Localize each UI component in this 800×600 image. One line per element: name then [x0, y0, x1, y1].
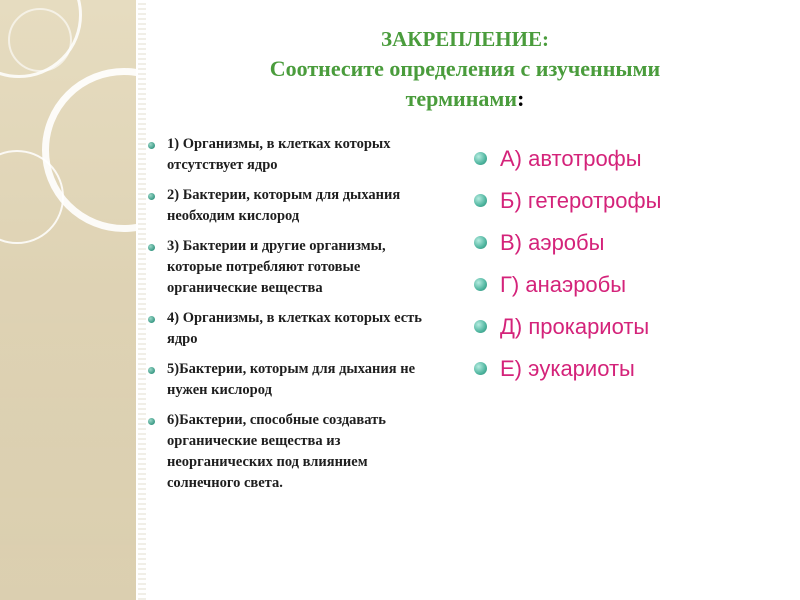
term-text: Г) анаэробы [500, 272, 627, 297]
definition-item [137, 134, 437, 176]
slide-title [170, 24, 760, 114]
term-text: В) аэробы [500, 230, 605, 255]
term-text: А) автотрофы [500, 146, 642, 171]
title-line-3 [170, 84, 760, 114]
bullet-icon [474, 194, 487, 207]
term-item [470, 182, 790, 224]
definition-text: 2) Бактерии, которым для дыхания необходим кислород [167, 187, 401, 224]
definition-item [137, 236, 437, 299]
strip-shade [0, 260, 136, 600]
definition-item [137, 410, 437, 494]
bullet-icon [148, 142, 155, 149]
definition-item [137, 308, 437, 350]
title-line-3-text: терминами [405, 86, 518, 111]
definition-text: 6)Бактерии, способные создавать органические вещества из неорганических под влиянием солнечного света. [167, 412, 386, 491]
definition-text: 5)Бактерии, которым для дыхания не нужен кислород [167, 361, 416, 398]
term-item [470, 266, 790, 308]
definition-text: 3) Бактерии и другие организмы, которые потребляют готовые органические вещества [167, 238, 386, 296]
definition-item [137, 359, 437, 401]
bullet-icon [148, 316, 155, 323]
terms-list [470, 140, 790, 392]
term-item [470, 308, 790, 350]
title-colon: : [517, 86, 525, 111]
term-text: Д) прокариоты [500, 314, 650, 339]
title-line-2: Соотнесите определения с изученными [269, 56, 661, 81]
term-text: Е) эукариоты [500, 356, 635, 381]
term-text: Б) гетеротрофы [500, 188, 662, 213]
bullet-icon [474, 236, 487, 249]
decorative-side-strip [0, 0, 136, 600]
bullet-icon [148, 367, 155, 374]
bullet-icon [474, 362, 487, 375]
bullet-icon [474, 152, 487, 165]
bullet-icon [474, 278, 487, 291]
title-line-1: ЗАКРЕПЛЕНИЕ: [381, 27, 549, 51]
term-item [470, 224, 790, 266]
bullet-icon [148, 244, 155, 251]
definition-text: 4) Организмы, в клетках которых есть ядро [167, 310, 422, 347]
decorative-ring [8, 8, 72, 72]
term-item [470, 350, 790, 392]
definitions-list [137, 134, 437, 503]
term-item [470, 140, 790, 182]
bullet-icon [474, 320, 487, 333]
definition-item [137, 185, 437, 227]
definition-text: 1) Организмы, в клетках которых отсутствует ядро [167, 136, 391, 173]
bullet-icon [148, 418, 155, 425]
bullet-icon [148, 193, 155, 200]
